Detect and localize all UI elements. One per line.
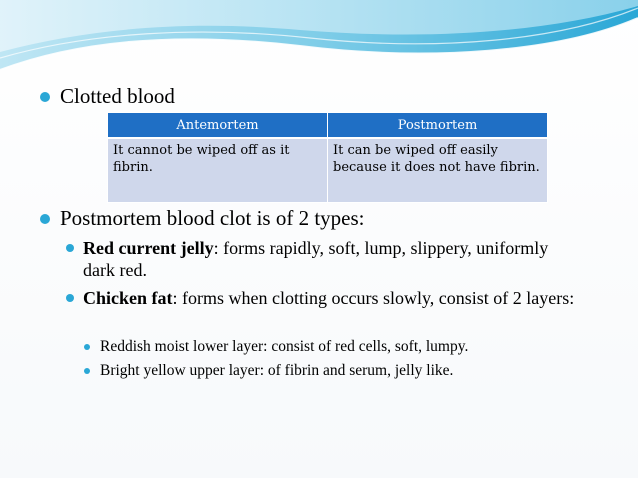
bullet-dot-icon bbox=[84, 344, 90, 350]
comparison-table bbox=[107, 112, 548, 203]
bullet-text: Postmortem blood clot is of 2 types: bbox=[60, 206, 365, 230]
table-header-antemortem: Antemortem bbox=[108, 113, 328, 139]
bullet-dot-icon bbox=[66, 294, 74, 302]
header-wave-decoration bbox=[0, 0, 638, 80]
bullet-clot-types bbox=[40, 206, 600, 231]
bullet-clotted-blood bbox=[40, 84, 175, 109]
bullet-text: Clotted blood bbox=[60, 84, 175, 108]
bullet-text: Bright yellow upper layer: of fibrin and serum, jelly like. bbox=[100, 362, 454, 379]
term-chicken-fat: Chicken fat bbox=[83, 288, 173, 308]
table-header-row bbox=[108, 113, 548, 139]
bullet-text bbox=[83, 287, 574, 309]
term-red-current-jelly: Red current jelly bbox=[83, 238, 214, 258]
bullet-dot-icon bbox=[66, 244, 74, 252]
table-header-postmortem: Postmortem bbox=[328, 113, 548, 139]
bullet-text: Reddish moist lower layer: consist of red cells, soft, lumpy. bbox=[100, 338, 469, 355]
bullet-upper-layer bbox=[84, 361, 604, 380]
desc-chicken-fat: : forms when clotting occurs slowly, consist of 2 layers: bbox=[172, 288, 575, 308]
bullet-red-current-jelly bbox=[66, 237, 566, 281]
bullet-dot-icon bbox=[84, 368, 90, 374]
bullet-chicken-fat bbox=[66, 287, 596, 309]
bullet-dot-icon bbox=[40, 92, 50, 102]
desc-red-current-jelly: : forms rapidly, soft, lump, slippery, uniformly dark red. bbox=[83, 238, 549, 280]
table-cell-postmortem: It can be wiped off easily because it does not have fibrin. bbox=[328, 138, 548, 203]
table-row bbox=[108, 138, 548, 203]
table-cell-antemortem: It cannot be wiped off as it fibrin. bbox=[108, 138, 328, 203]
bullet-lower-layer bbox=[84, 337, 604, 356]
bullet-dot-icon bbox=[40, 214, 50, 224]
bullet-text bbox=[83, 237, 566, 281]
